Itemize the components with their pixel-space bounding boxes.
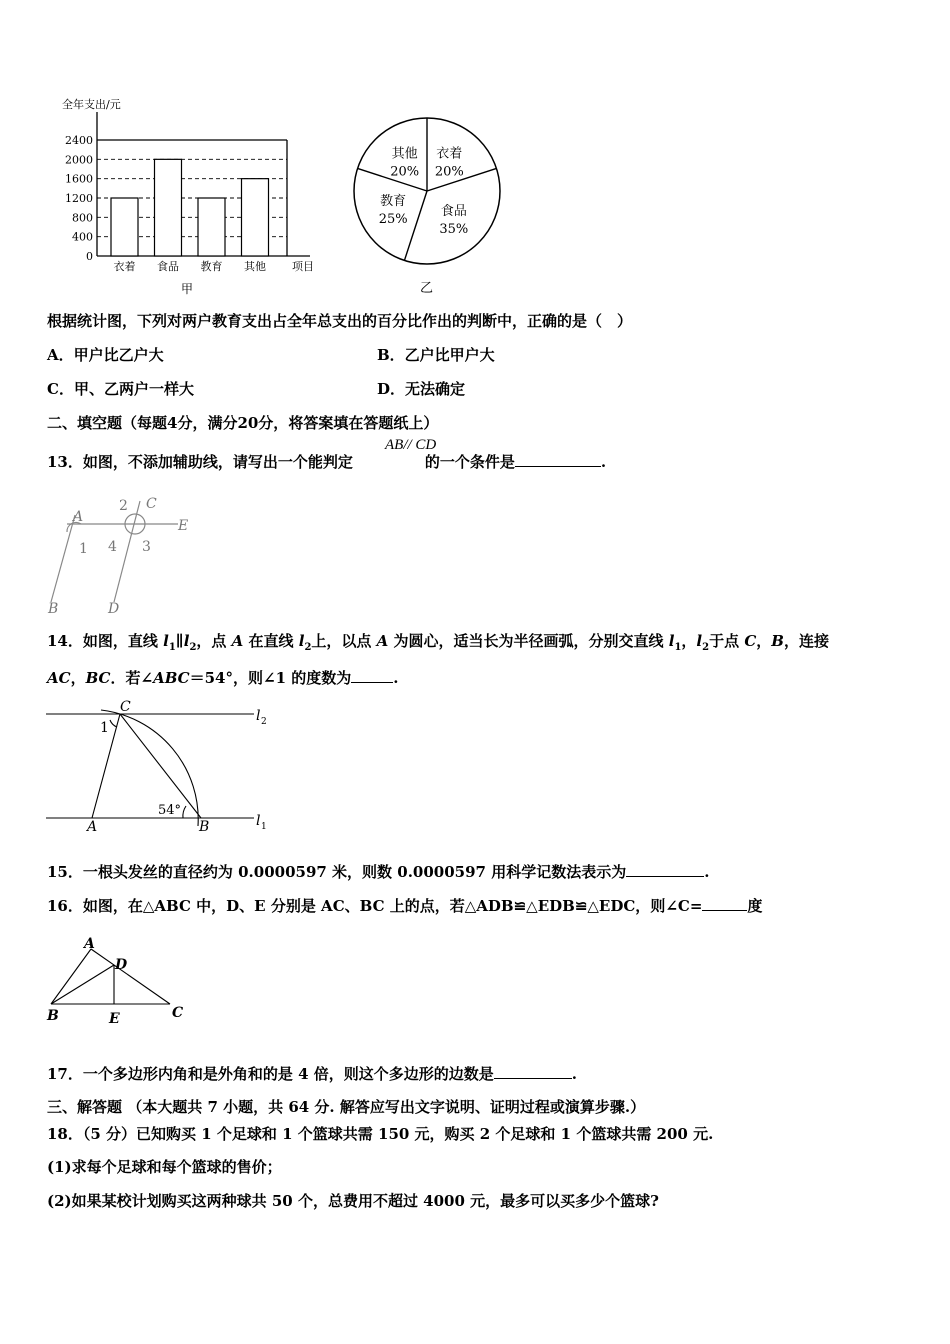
q16-label-B: B <box>47 1008 59 1024</box>
q13-label-1: 1 <box>79 541 88 557</box>
q14-figure <box>44 698 274 838</box>
bar-y-tick-label: 2400 <box>65 134 93 147</box>
q16-figure <box>44 935 204 1030</box>
bar-category-label: 其他 <box>244 260 266 273</box>
pie-chart <box>340 112 520 297</box>
section-2-heading: 二、填空题（每题4分，满分20分，将答案填在答题纸上） <box>47 414 439 432</box>
pie-slice-label: 其他 <box>391 146 418 162</box>
bar-y-tick-label: 800 <box>72 211 93 225</box>
q14-label-A: A <box>87 819 98 835</box>
q13-label-2: 2 <box>119 498 128 514</box>
pie-slice-label: 食品 <box>440 203 467 219</box>
q14-label-l1: l <box>256 813 261 829</box>
q13-prefix: 13．如图，不添加辅助线，请写出一个能判定 <box>47 453 353 471</box>
bar-category-label: 食品 <box>157 260 179 273</box>
bar-y-tick-label: 1200 <box>65 192 93 205</box>
q14-label-C: C <box>120 699 131 715</box>
q13-label-C: C <box>146 496 157 512</box>
svg-text:2: 2 <box>261 717 267 727</box>
q13-label-E: E <box>178 518 189 534</box>
q16-label-E: E <box>109 1011 120 1027</box>
q15-answer-blank <box>626 862 704 877</box>
q13-label-4: 4 <box>108 539 117 555</box>
q14-answer-blank <box>351 668 393 683</box>
bar-4 <box>242 179 269 256</box>
pie-slice-value: 25% <box>378 212 408 228</box>
q13-suffix: 的一个条件是 <box>424 453 515 471</box>
q18-part-2: (2)如果某校计划购买这两种球共 50 个，总费用不超过 4000 元，最多可以买多少个篮球? <box>47 1192 659 1210</box>
q14-label-B: B <box>199 819 210 835</box>
q16-answer-blank <box>702 896 747 911</box>
q16-label-D: D <box>115 957 128 973</box>
q18-stem: 18．（5 分）已知购买 1 个足球和 1 个篮球共需 150 元，购买 2 个足球和 1 个篮球共需 200 元. <box>47 1125 714 1143</box>
bar-1 <box>111 198 138 256</box>
q13-label-D: D <box>108 601 120 617</box>
q12-option-d: D．无法确定 <box>377 380 466 398</box>
q12-stem: 根据统计图，下列对两户教育支出占全年总支出的百分比作出的判断中，正确的是（ ） <box>47 312 633 330</box>
q12-option-c: C．甲、乙两户一样大 <box>47 380 194 398</box>
pie-slice-value: 35% <box>439 221 469 237</box>
q14-label-54: 54° <box>158 803 182 818</box>
q18-part-1: (1)求每个足球和每个篮球的售价； <box>47 1158 282 1176</box>
pie-slice-edge <box>404 191 427 260</box>
q16-label-C: C <box>172 1005 184 1021</box>
bar-y-tick-label: 0 <box>86 250 93 263</box>
q13-text: 13．如图，不添加辅助线，请写出一个能判定 的一个条件是 . <box>47 453 607 471</box>
pie-slice-value: 20% <box>390 164 420 180</box>
bar-category-label: 教育 <box>200 260 223 273</box>
q13-label-B: B <box>48 601 59 617</box>
q16-text: 16．如图，在△ABC 中，D、E 分别是 AC、BC 上的点，若△ADB≌△EDB≌△EDC，则∠C= 度 <box>47 897 763 915</box>
pie-slice-label: 衣着 <box>436 146 463 162</box>
bar-y-tick-label: 1600 <box>65 172 93 186</box>
q13-formula: AB// CD <box>385 437 437 453</box>
section-3-heading: 三、解答题 （本大题共 7 小题，共 64 分. 解答应写出文字说明、证明过程或演算步骤.） <box>47 1098 646 1116</box>
svg-text:1: 1 <box>261 822 267 832</box>
pie-slice-label: 教育 <box>380 194 407 210</box>
bar-chart-xlabel: 项目 <box>292 260 314 273</box>
bar-chart-caption: 甲 <box>181 282 194 296</box>
q17-text: 17．一个多边形内角和是外角和的是 4 倍，则这个多边形的边数是 . <box>47 1065 577 1083</box>
pie-chart-caption: 乙 <box>420 281 434 296</box>
q12-option-b: B．乙户比甲户大 <box>377 346 495 364</box>
q14-line-2: AC，BC．若∠ABC＝54°，则∠1 的度数为 . <box>47 669 399 687</box>
bar-y-tick-label: 2000 <box>65 153 93 167</box>
bar-chart-ylabel: 全年支出/元 <box>62 98 121 111</box>
q17-answer-blank <box>494 1064 572 1079</box>
q14-label-l2: l <box>256 708 261 724</box>
q13-answer-blank <box>515 452 601 467</box>
q13-label-3: 3 <box>142 539 151 555</box>
q14-line-1: 14．如图，直线 $l_1\parallel l_2$，点 A 在直线 $l_2$上，以点 A 为圆心，适当长为半径画弧，分别交直线 $l_1$，$l_2$于点 C，B，连接 <box>47 632 829 653</box>
q14-label-1: 1 <box>100 720 109 736</box>
bar-chart <box>40 90 340 300</box>
pie-slice-value: 20% <box>434 164 464 180</box>
q13-figure <box>45 492 205 620</box>
bar-category-label: 衣着 <box>113 260 136 273</box>
bar-y-tick-label: 400 <box>72 230 93 244</box>
q13-label-A: A <box>73 509 84 525</box>
q15-text: 15．一根头发丝的直径约为 0.0000597 米，则数 0.0000597 用科学记数法表示为 . <box>47 863 710 881</box>
bar-3 <box>198 198 225 256</box>
bar-2 <box>155 159 182 256</box>
q12-option-a: A．甲户比乙户大 <box>47 346 164 364</box>
q16-label-A: A <box>84 936 95 952</box>
